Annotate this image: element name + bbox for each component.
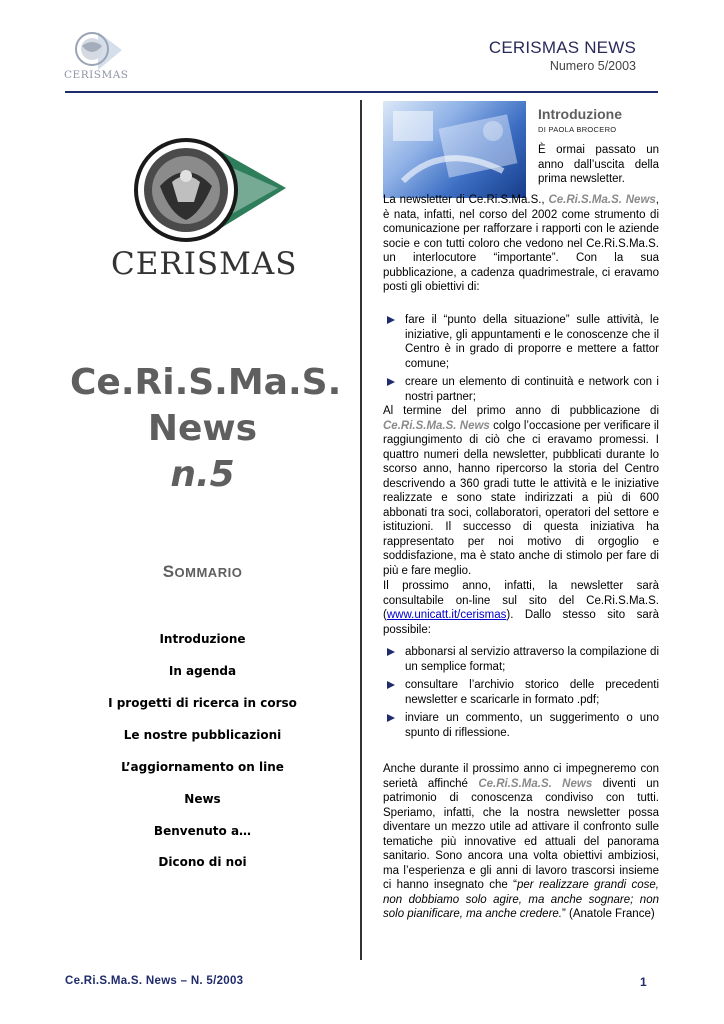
byline-text: DI PAOLA BROCERO [538,125,617,134]
objectives-list [383,313,659,408]
website-features-list [383,645,659,744]
newsletter-title: CERISMAS NEWS [488,38,636,57]
page-number: 1 [640,975,647,989]
article-title: Introduzione [538,106,622,122]
cover-logo [108,136,300,288]
text: diventi un patrimonio di conoscenza condiviso con tutti. Speriamo, infatti, che la nostra newsletter possa diventare un mezzo utile ad attivare il confronto sulle tematiche più innovative ed attuali del panorama sanitario. Sono ancora una volta obiettivi ambiziosi, ma l’esperienza e gli anni di lavoro trascorsi insieme ci hanno insegnato che “ [383,777,660,891]
toc-item[interactable]: Le nostre pubblicazioni [123,728,282,742]
text: ” (Anatole France) [562,908,655,920]
newsletter-name: Ce.Ri.S.Ma.S. News [383,419,490,432]
sommario-heading-text: OMMARIO [174,565,243,580]
article-paragraph [383,404,659,578]
quote: per realizzare grandi cose, non dobbiamo solo agire, ma anche sognare; non solo pianificare, ma anche credere. [383,879,659,920]
list-item: creare un elemento di continuità e network con i nostri partner; [383,375,659,404]
list-item: consultare l’archivio storico delle precedenti newsletter e scaricarle in formato .pdf; [383,678,659,707]
cover-logo-text: CERISMAS [111,246,298,282]
cover-title-line-1: Ce.Ri.S.Ma.S. [70,362,342,403]
text: Al termine del primo anno di pubblicazione di [383,405,659,417]
text: Il prossimo anno, infatti, la newsletter sarà consultabile on-line sul sito del Ce.Ri.S.Ma.S. ( [383,580,659,621]
column-divider [360,100,362,960]
toc-item[interactable]: In agenda [168,664,237,678]
newsletter-name: Ce.Ri.S.Ma.S. News [478,777,593,790]
list-item: inviare un commento, un suggerimento o uno spunto di riflessione. [383,711,659,740]
toc-item[interactable]: Dicono di noi [158,855,247,869]
website-link[interactable]: www.unicatt.it/cerismas [386,609,507,621]
cerismas-seal-icon [108,136,300,244]
article-byline [538,125,616,134]
article-lead: È ormai passato un anno dall’uscita della prima newsletter. [538,144,659,185]
toc-item[interactable]: Introduzione [159,632,246,646]
article-paragraph [383,193,659,295]
header-divider [65,91,658,93]
cover-title-line-2: News [147,408,258,449]
sommario-heading: SOMMARIO [162,562,243,581]
list-item: fare il “punto della situazione” sulle attività, le iniziative, gli appuntamenti e le conoscenze che il Centro è in grado di proporre e mettere a fattor comune; [383,313,659,371]
list-item: abbonarsi al servizio attraverso la compilazione di un semplice format; [383,645,659,674]
text: ). Dallo stesso sito sarà possibile: [383,609,659,636]
newsletter-name: Ce.Ri.S.Ma.S. News [548,194,656,206]
toc-item[interactable]: News [184,792,221,806]
cover-title-line-3: n.5 [170,454,235,495]
header-logo [62,28,134,84]
article-paragraph [383,579,659,637]
text: colgo l’occasione per verificare il raggiungimento di ciò che ci eravamo promessi. I quattro numeri della newsletter, pubblicati durante lo scorso anno, hanno ripercorso la storia del Centro descrivendo a 360 gradi tutte le attività e le iniziative realizzate e sono state indirizzati a più di 600 abbonati tra soci, collaboratori, operatori del settore e istituzioni. Il successo di questa iniziativa ha rappresentato per noi motivo di orgoglio e soddisfazione, ma è stato anche di stimolo per fare di più e fare meglio. [383,419,659,577]
toc-item[interactable]: I progetti di ricerca in corso [108,696,297,710]
toc-item[interactable]: L’aggiornamento on line [121,760,284,774]
text: La newsletter di Ce.Ri.S.Ma.S., [383,194,545,206]
toc-item[interactable]: Benvenuto a… [153,824,252,838]
office-photo-icon [383,101,526,198]
footer-issue: Ce.Ri.S.Ma.S. News – N. 5/2003 [65,975,244,987]
text: , è nata, infatti, nel corso del 2002 come strumento di comunicazione per rafforzare i rapporti con le aziende socie e con tutti coloro che vedono nel Ce.Ri.S.Ma.S. un interlocutore “importante”. Con la sua pubblicazione, a cadenza quadrimestrale, ci eravamo posti gli obiettivi di: [383,194,659,293]
issue-number: Numero 5/2003 [549,59,636,73]
article-photo [383,101,526,198]
header-logo-text: CERISMAS [64,69,129,81]
article-paragraph [383,762,659,922]
text: Anche durante il prossimo anno ci impegneremo con serietà affinché [383,763,659,790]
